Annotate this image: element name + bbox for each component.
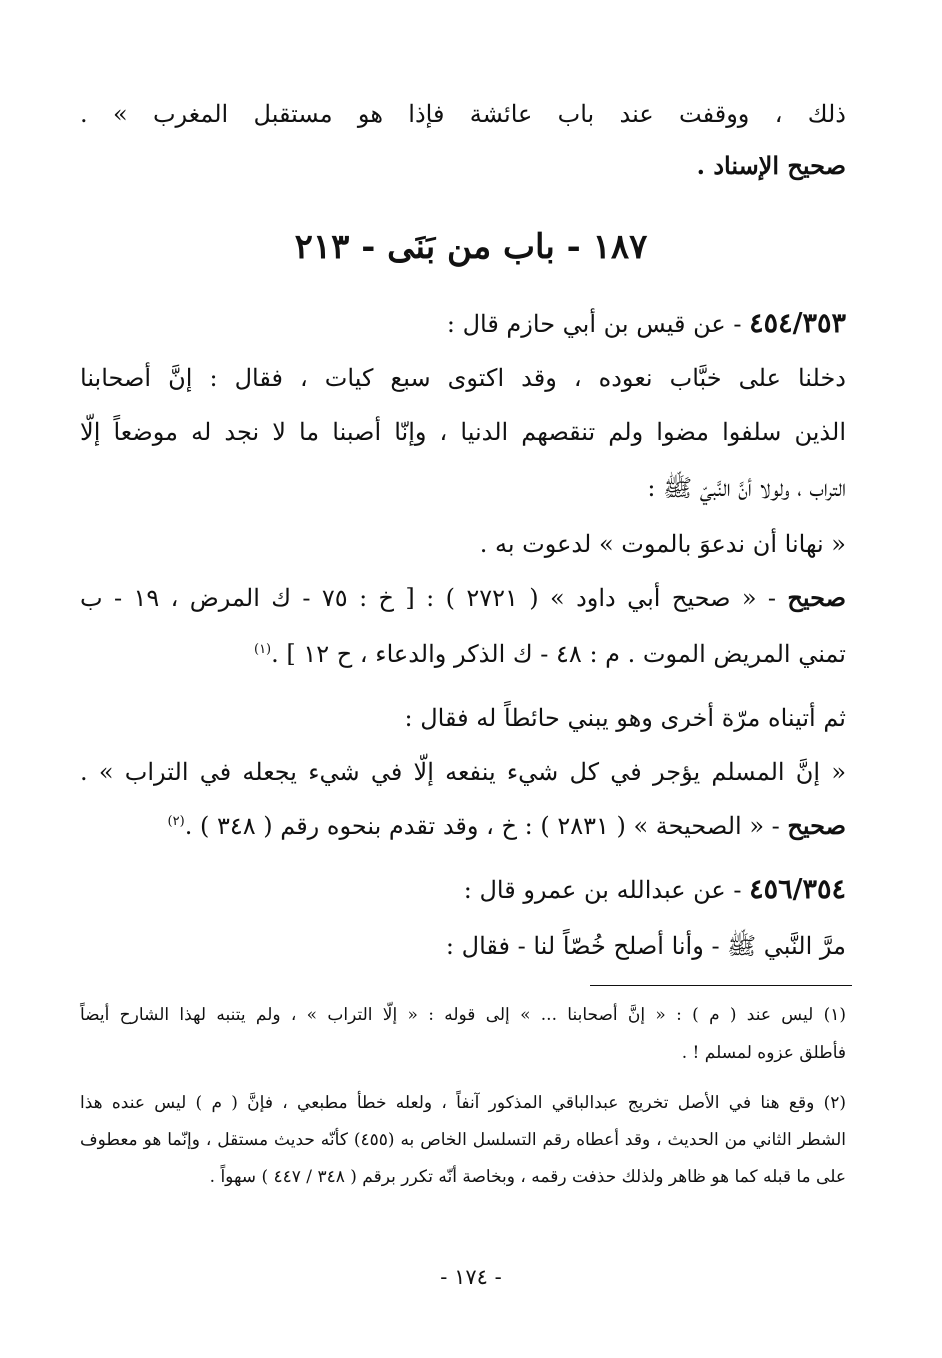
hadith-353-line-2 (80, 412, 846, 452)
footnote-text: فأطلق عزوه لمسلم ! . (681, 1043, 846, 1063)
grade-source: - « صحيح أبي داود » ( ٢٧٢١ ) : [ خ : ٧٥ - ك المرض ، ١٩ - ب (80, 584, 776, 612)
grade-source: - « الصحيحة » ( ٢٨٣١ ) : خ ، وقد تقدم بنحوه رقم ( ٣٤٨ ) . (184, 812, 780, 840)
footnote-2-line-2 (80, 1125, 846, 1155)
footnote-text: على ما قبله كما هو ظاهر ولذلك حذفت رقمه ، وبخاصة أنّه تكرر برقم ( ٣٤٨ / ٤٤٧ ) سهواً . (209, 1167, 846, 1187)
hadith-354-header (80, 870, 846, 910)
hadith-353-grade-2 (80, 630, 846, 674)
footnote-2-line-1 (80, 1088, 846, 1118)
hadith-353-quote (80, 524, 846, 564)
hadith-text: التراب ، ولولا أنَّ النَّبيّ ﷺ : (647, 474, 846, 502)
grade-label: صحيح (787, 583, 846, 612)
hadith-353-quote-2 (80, 752, 846, 792)
hadith-353-grade-1 (80, 578, 846, 618)
footnote-text: (١) ليس عند ( م ) : « إنَّ أصحابنا ... » إلى قوله : « إلّا التراب » ، ولم يتنبه لهذا الشارح أيضاً (80, 1005, 846, 1025)
hadith-353-line-3 (80, 468, 846, 508)
hadith-text: دخلنا على خبَّاب نعوده ، وقد اكتوى سبع كيات ، فقال : إنَّ أصحابنا (80, 364, 846, 392)
continuation-text: ذلك ، ووقفت عند باب عائشة فإذا هو مستقبل المغرب » . (80, 100, 846, 128)
grade-text: صحيح الإسناد . (696, 151, 846, 180)
grade-line (80, 146, 846, 186)
hadith-number: ٤٥٤/٣٥٣ (749, 308, 846, 339)
footnote-1-line-1 (80, 1000, 846, 1030)
footnote-ref-1: (١) (253, 642, 272, 657)
hadith-text: مرَّ النَّبي ﷺ - وأنا أصلح خُصّاً لنا - فقال : (445, 932, 846, 960)
footnote-ref-2: (٢) (167, 814, 185, 829)
footnote-divider (590, 985, 852, 986)
chapter-heading: ١٨٧ - باب من بَنَى - ٢١٣ (294, 227, 648, 267)
grade-label: صحيح (787, 811, 846, 840)
footnote-2-line-3 (80, 1162, 846, 1192)
hadith-353-line-1 (80, 358, 846, 398)
hadith-text: ثم أتيناه مرّة أخرى وهو يبني حائطاً له فقال : (404, 704, 846, 732)
grade-source: تمني المريض الموت . م : ٤٨ - ك الذكر والدعاء ، ح ١٢ ] . (271, 640, 846, 668)
page-number: - ١٧٤ - (440, 1265, 502, 1289)
hadith-353-line-4 (80, 698, 846, 738)
continuation-line (80, 94, 846, 134)
footnote-1-line-2 (80, 1038, 846, 1068)
hadith-intro: - عن عبدالله بن عمرو قال : (463, 876, 742, 904)
prophetic-quote: « نهانا أن ندعوَ بالموت » لدعوت به . (479, 530, 846, 558)
hadith-text: الذين سلفوا مضوا ولم تنقصهم الدنيا ، وإنّا أصبنا ما لا نجد له موضعاً إلّا (80, 418, 846, 446)
prophetic-quote: « إنَّ المسلم يؤجر في كل شيء ينفعه إلّا في شيء يجعله في التراب » . (80, 758, 846, 786)
hadith-353-header (80, 304, 846, 344)
footnote-text: الشطر الثاني من الحديث ، وقد أعطاه رقم التسلسل الخاص به (٤٥٥) كأنّه حديث مستقل ، وإنّما هو معطوف (80, 1130, 847, 1150)
hadith-354-line-1 (80, 926, 846, 966)
hadith-353-grade-3 (80, 802, 846, 846)
hadith-number: ٤٥٦/٣٥٤ (749, 874, 846, 905)
footnote-text: (٢) وقع هنا في الأصل تخريج عبدالباقي المذكور آنفاً ، ولعله خطأ مطبعي ، فإنَّ ( م ) ليس عنده هذا (80, 1093, 846, 1113)
hadith-intro: - عن قيس بن أبي حازم قال : (446, 310, 742, 338)
